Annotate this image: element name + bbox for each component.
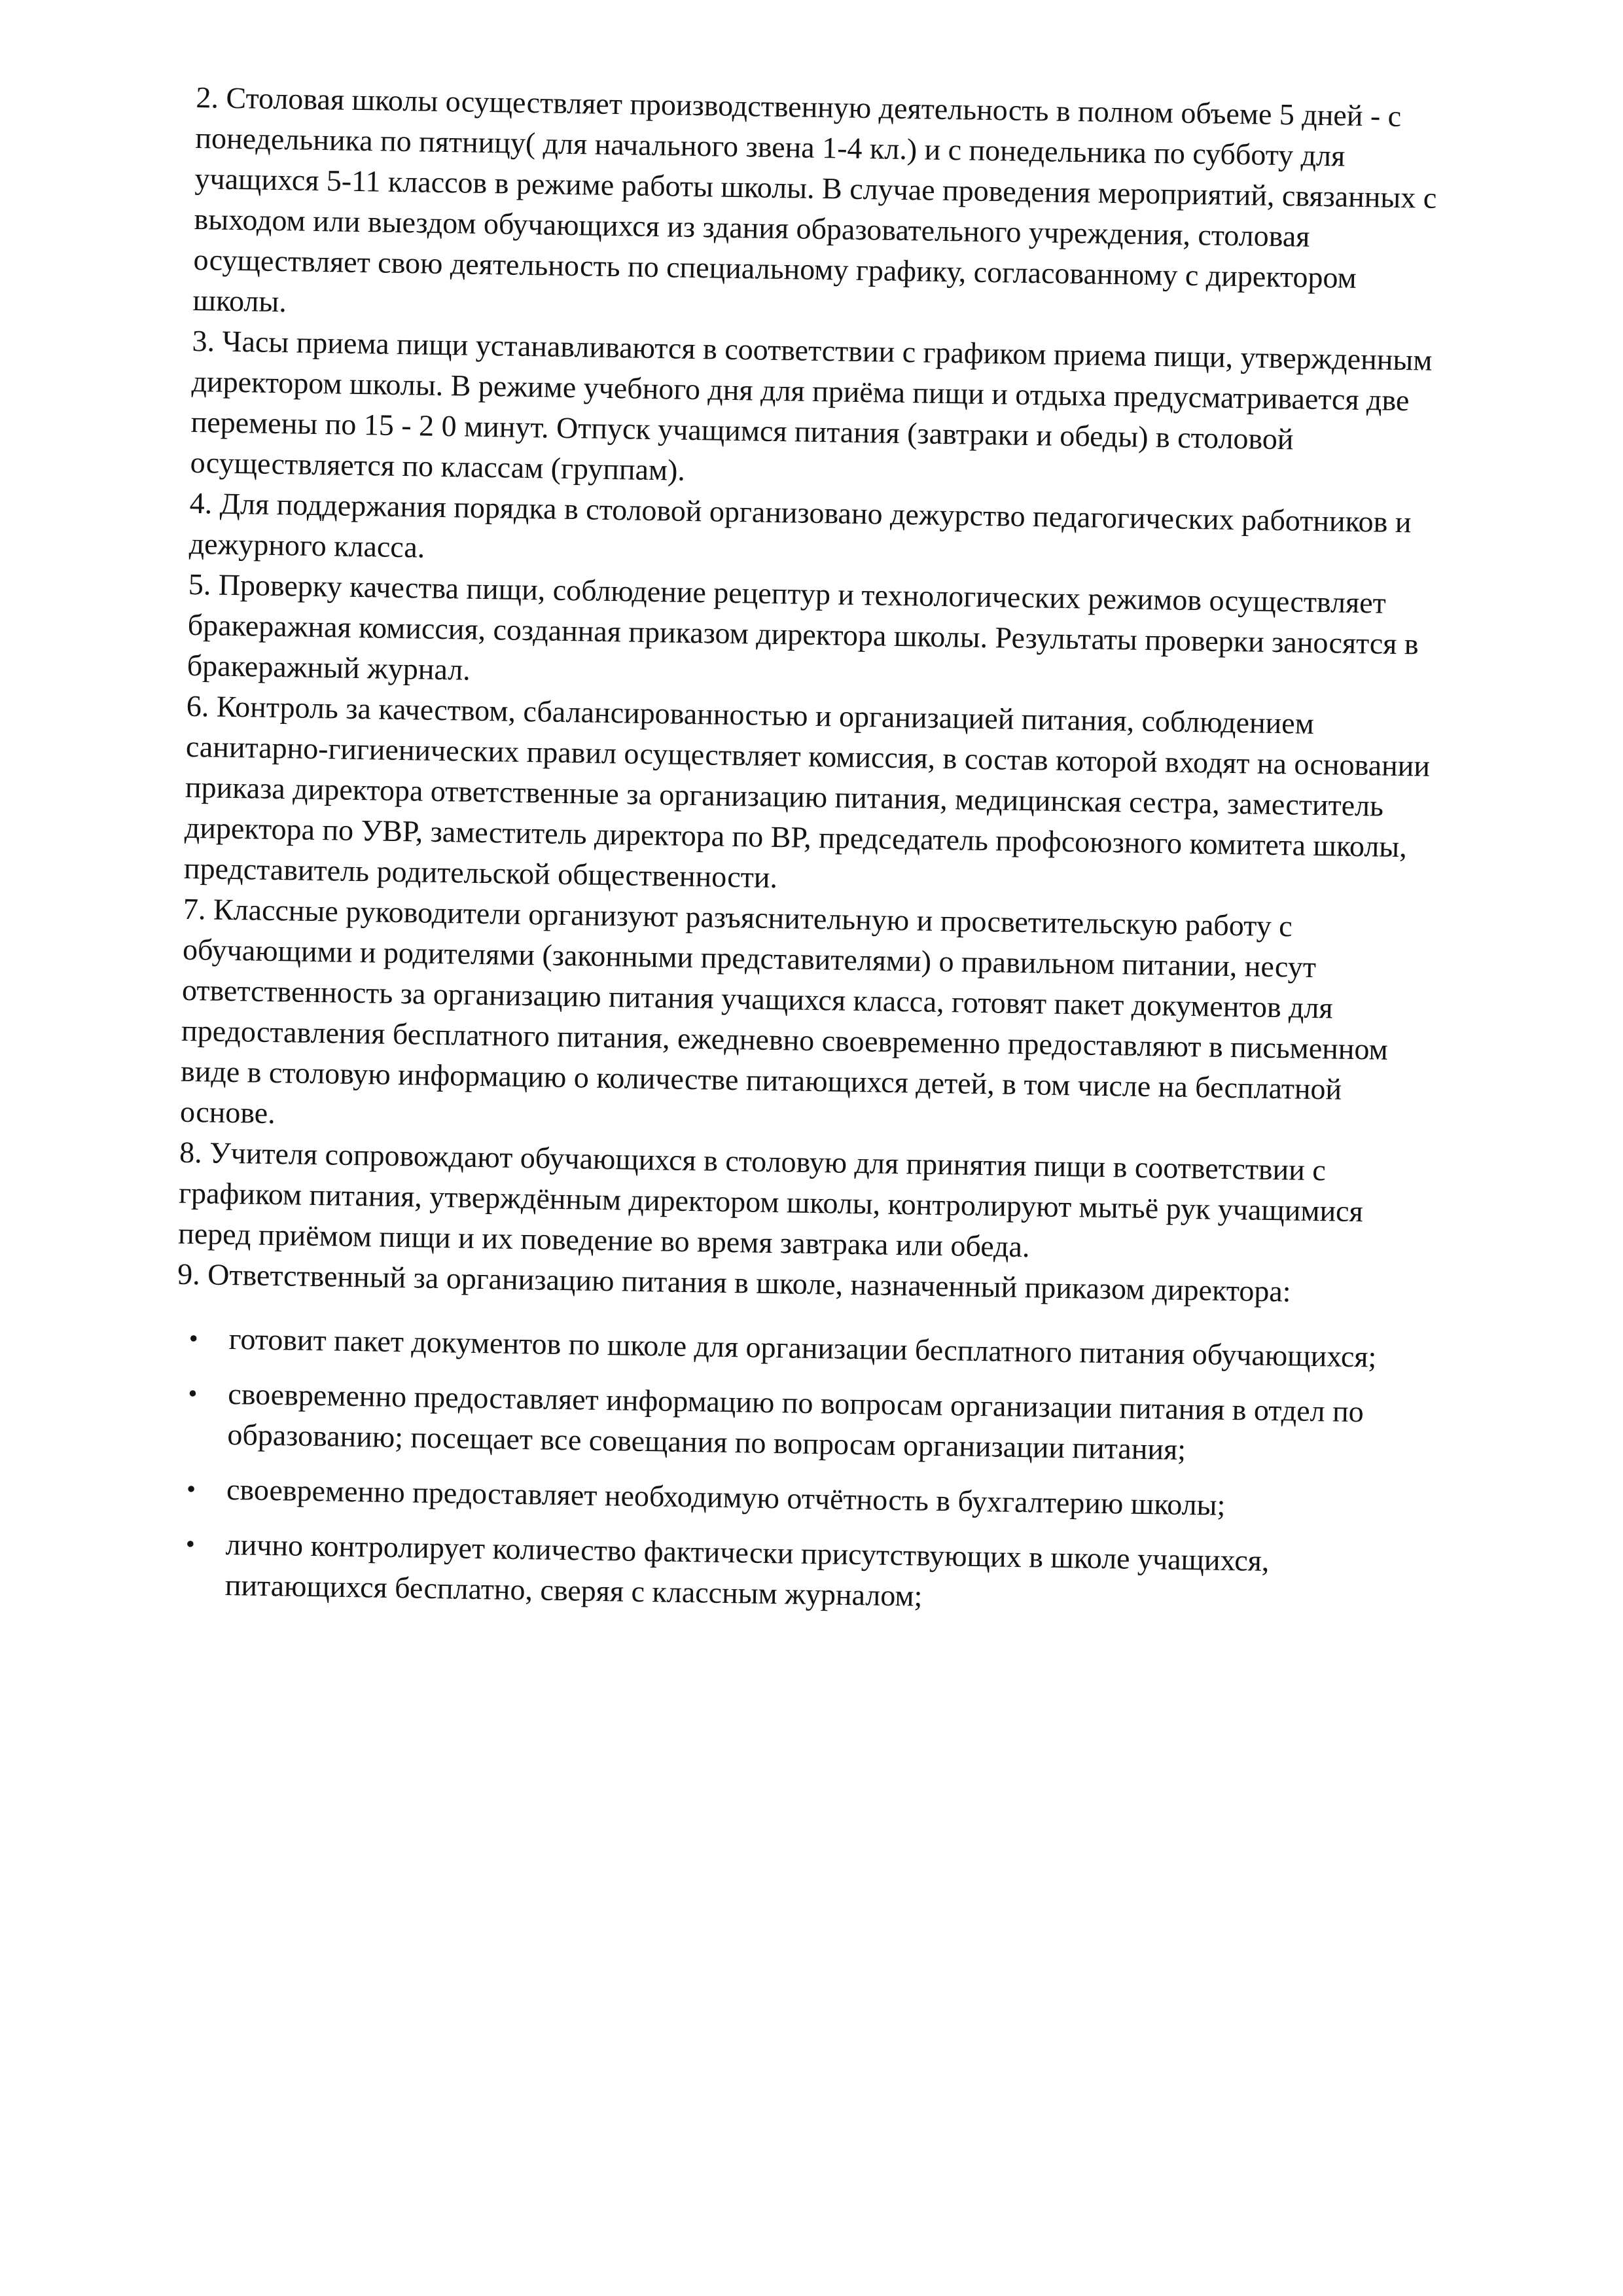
paragraph-8: 8. Учителя сопровождают обучающихся в столовую для принятия пищи в соответствии с графиком питания, утверждённым директором школы, контролируют мытьё рук учащимися перед приёмом пищи и их поведение во время завтрака или обеда. bbox=[177, 1135, 1364, 1264]
list-item bbox=[185, 1524, 1430, 1624]
paragraph-7: 7. Классные руководители организуют разъяснительную и просветительскую работу с обучающими и родителями (законными представителями) о правильном питании, несут ответственность за организацию питания учащихся класса, готовят пакет документов для предоставления бесплатного питания, ежедневно своевременно предоставляют в письменном виде в столовую информацию о количестве питающихся детей, в том числе на бесплатной основе. bbox=[179, 891, 1389, 1130]
paragraph-5: 5. Проверку качества пищи, соблюдение рецептур и технологических режимов осуществляет бракеражная комиссия, созданная приказом директора школы. Результаты проверки заносятся в бракеражный журнал. bbox=[187, 567, 1419, 687]
list-item bbox=[186, 1469, 1431, 1529]
list-item-text: своевременно предоставляет необходимую отчётность в бухгалтерию школы; bbox=[226, 1472, 1226, 1522]
bullet-icon: • bbox=[188, 1323, 199, 1354]
paragraph-6: 6. Контроль за качеством, сбалансированностью и организацией питания, соблюдением санитарно-гигиенических правил осуществляет комиссия, в состав которой входят на основании приказа директора ответственные за организацию питания, медицинская сестра, заместитель директора по УВР, заместитель директора по ВР, председатель профсоюзного комитета школы, представитель родительской общественности. bbox=[183, 689, 1431, 895]
paragraph-9: 9. Ответственный за организацию питания в школе, назначенный приказом директора: bbox=[177, 1257, 1291, 1308]
paragraph-4: 4. Для поддержания порядка в столовой организовано дежурство педагогических работников и дежурного класса. bbox=[188, 486, 1412, 564]
list-item-text: лично контролирует количество фактически присутствующих в школе учащихся, питающихся бесплатно, сверяя с классным журналом; bbox=[224, 1527, 1270, 1613]
bullet-icon: • bbox=[185, 1529, 196, 1559]
paragraph-3: 3. Часы приема пищи устанавливаются в соответствии с графиком приема пищи, утвержденным директором школы. В режиме учебного дня для приёма пищи и отдыха предусматривается две перемены по 15 - 2 0 минут. Отпуск учащимся питания (завтраки и обеды) в столовой осуществляется по классам (группам). bbox=[190, 323, 1433, 487]
bullet-icon: • bbox=[186, 1474, 196, 1504]
list-item-text: готовит пакет документов по школе для организации бесплатного питания обучающихся; bbox=[228, 1322, 1377, 1374]
list-item-text: своевременно предоставляет информацию по вопросам организации питания в отдел по образованию; посещает все совещания по вопросам организации питания; bbox=[227, 1377, 1364, 1467]
list-item bbox=[188, 1319, 1433, 1378]
list-item bbox=[188, 1374, 1433, 1474]
duties-list bbox=[172, 1318, 1433, 1624]
document-page bbox=[172, 77, 1453, 1639]
bullet-icon: • bbox=[188, 1378, 198, 1408]
paragraph-2: 2. Столовая школы осуществляет производственную деятельность в полном объеме 5 дней - с понедельника по пятницу( для начального звена 1-4 кл.) и с понедельника по субботу для учащихся 5-11 классов в режиме работы школы. В случае проведения мероприятий, связанных с выходом или выездом обучающихся из здания образовательного учреждения, столовая осуществляет свою деятельность по специальному графику, согласованному с директором школы. bbox=[192, 80, 1437, 319]
